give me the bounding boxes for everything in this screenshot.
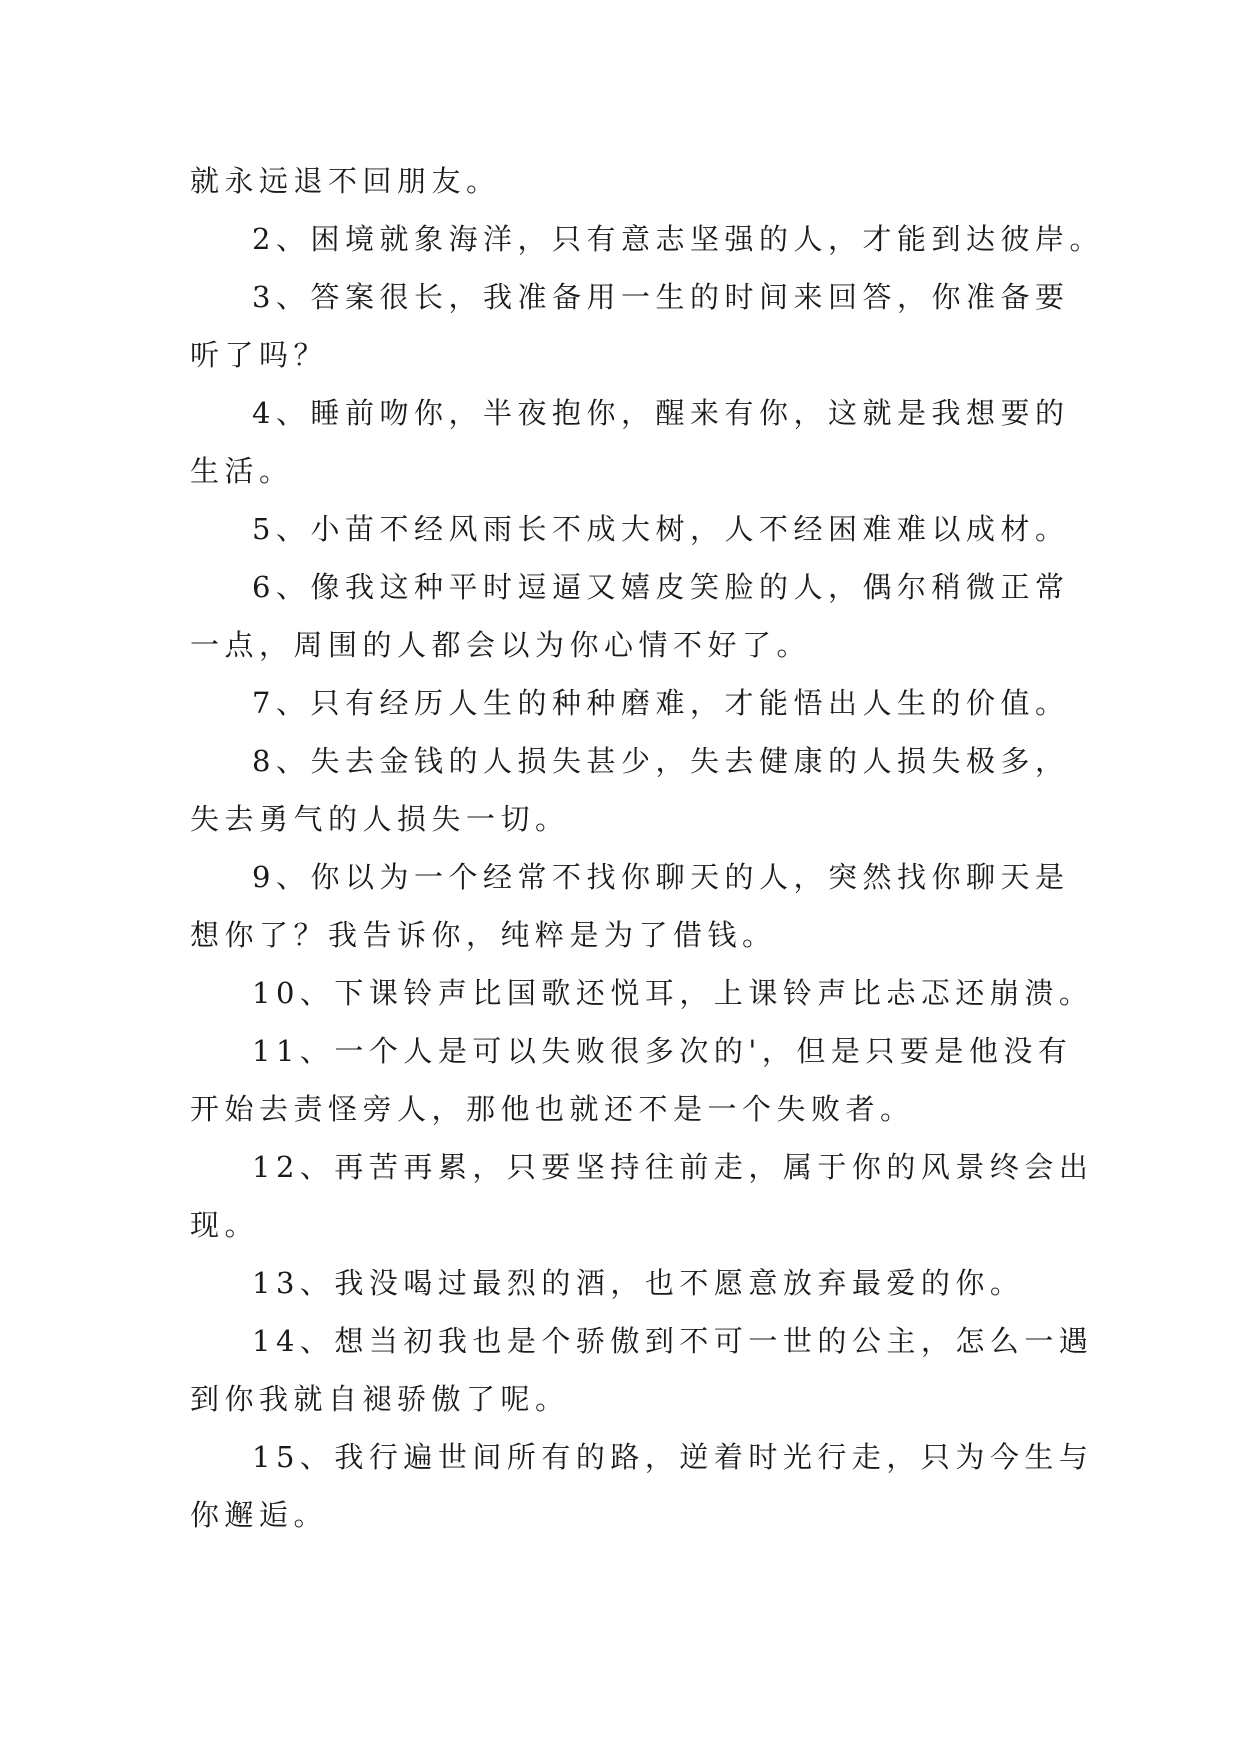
paragraph-line: 15、我行遍世间所有的路，逆着时光行走，只为今生与: [252, 1440, 1094, 1474]
paragraph-line: 生活。: [190, 454, 294, 488]
paragraph-12: [190, 1138, 1094, 1254]
paragraph-line: 就永远退不回朋友。: [190, 164, 501, 198]
paragraph-10: [190, 964, 1094, 1022]
paragraph-13: [190, 1254, 1070, 1312]
paragraph-line: 现。: [190, 1208, 260, 1242]
paragraph-line: 9、你以为一个经常不找你聊天的人，突然找你聊天是: [252, 860, 1070, 894]
paragraph-line: 听了吗？: [190, 338, 329, 372]
paragraph-5: [190, 500, 1070, 558]
paragraph-line: 6、像我这种平时逗逼又嬉皮笑脸的人，偶尔稍微正常: [252, 570, 1070, 604]
paragraph-11: [190, 1022, 1073, 1138]
paragraph-line: 你邂逅。: [190, 1498, 329, 1532]
paragraph-15: [190, 1428, 1094, 1544]
paragraph-line: 想你了？我告诉你，纯粹是为了借钱。: [190, 918, 777, 952]
paragraph-line: 14、想当初我也是个骄傲到不可一世的公主，怎么一遇: [252, 1324, 1094, 1358]
paragraph-line: 5、小苗不经风雨长不成大树，人不经困难难以成材。: [252, 512, 1070, 546]
paragraph-4: [190, 384, 1070, 500]
paragraph-line: 2、困境就象海洋，只有意志坚强的人，才能到达彼岸。: [252, 222, 1104, 256]
paragraph-line: 8、失去金钱的人损失甚少，失去健康的人损失极多，: [252, 744, 1070, 778]
paragraph-line: 开始去责怪旁人，那他也就还不是一个失败者。: [190, 1092, 915, 1126]
paragraph-6: [190, 558, 1070, 674]
paragraph-2: [190, 210, 1104, 268]
paragraph-line: 到你我就自褪骄傲了呢。: [190, 1382, 570, 1416]
paragraph-line: 失去勇气的人损失一切。: [190, 802, 570, 836]
paragraph-8: [190, 732, 1070, 848]
paragraph-14: [190, 1312, 1094, 1428]
paragraph-line: 12、再苦再累，只要坚持往前走，属于你的风景终会出: [252, 1150, 1094, 1184]
paragraph-9: [190, 848, 1070, 964]
paragraph-line: 7、只有经历人生的种种磨难，才能悟出人生的价值。: [252, 686, 1070, 720]
paragraph-line: 11、一个人是可以失败很多次的'，但是只要是他没有: [252, 1034, 1073, 1068]
paragraph-3: [190, 268, 1070, 384]
paragraph-line: 10、下课铃声比国歌还悦耳，上课铃声比忐忑还崩溃。: [252, 976, 1094, 1010]
paragraph-7: [190, 674, 1070, 732]
text-body: [190, 152, 1104, 1544]
paragraph-line: 4、睡前吻你，半夜抱你，醒来有你，这就是我想要的: [252, 396, 1070, 430]
paragraph-line: 3、答案很长，我准备用一生的时间来回答，你准备要: [252, 280, 1070, 314]
paragraph-line: 13、我没喝过最烈的酒，也不愿意放弃最爱的你。: [252, 1266, 1025, 1300]
paragraph-line: 一点，周围的人都会以为你心情不好了。: [190, 628, 812, 662]
paragraph-1: [190, 152, 1070, 210]
